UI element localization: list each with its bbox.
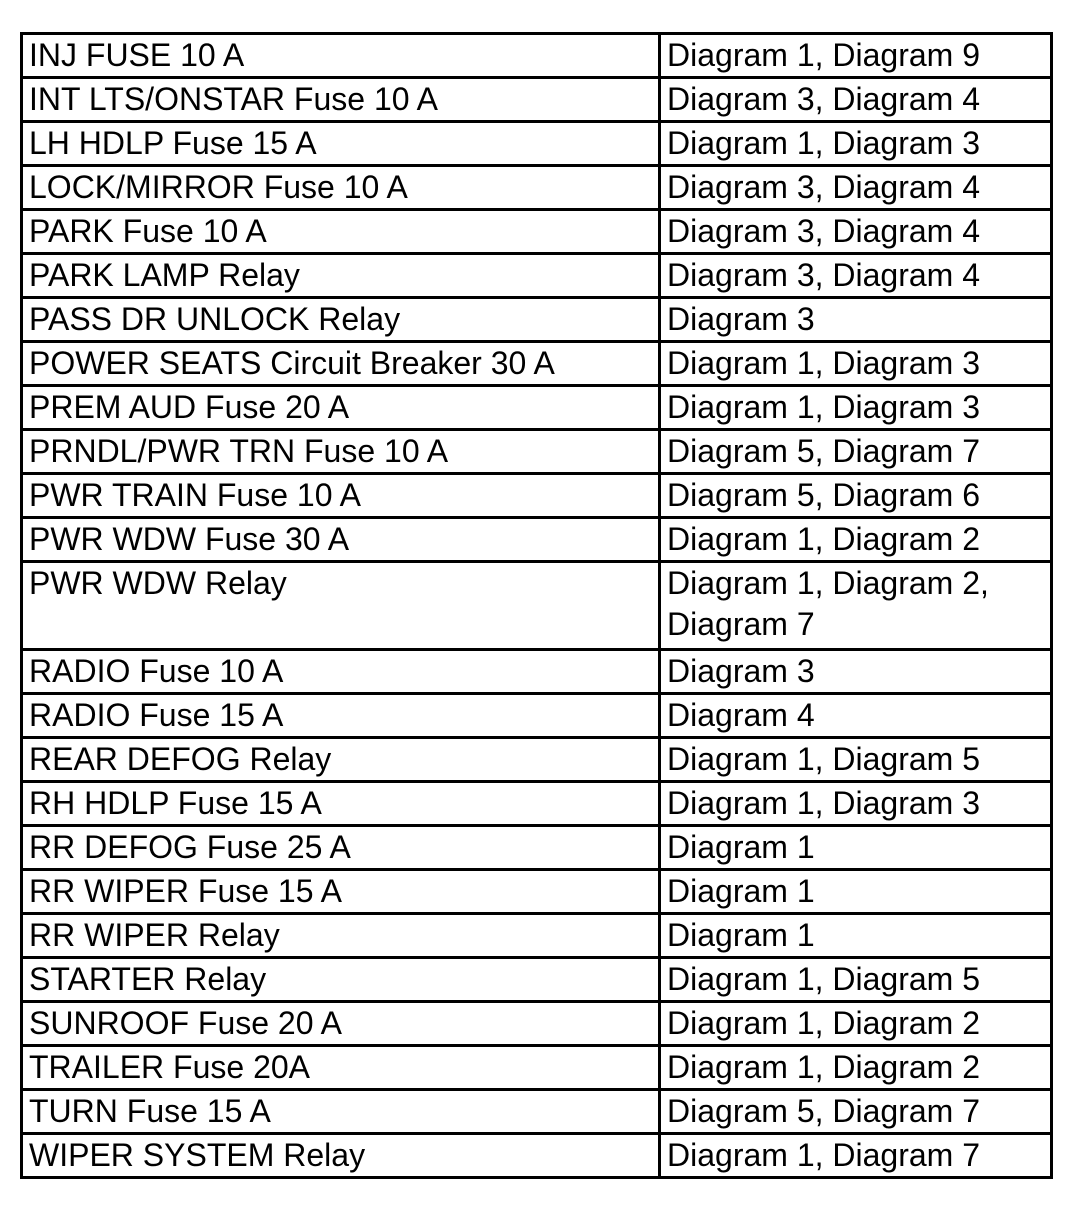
component-cell: TRAILER Fuse 20A (22, 1046, 660, 1090)
component-location-table (20, 32, 1053, 1179)
table-row (22, 342, 1052, 386)
component-cell: PRNDL/PWR TRN Fuse 10 A (22, 430, 660, 474)
component-cell: PREM AUD Fuse 20 A (22, 386, 660, 430)
table-row (22, 826, 1052, 870)
location-cell: Diagram 3, Diagram 4 (660, 78, 1052, 122)
table-row (22, 254, 1052, 298)
location-cell: Diagram 1, Diagram 3 (660, 122, 1052, 166)
table-row (22, 958, 1052, 1002)
location-cell: Diagram 1, Diagram 3 (660, 386, 1052, 430)
location-cell: Diagram 1, Diagram 2 (660, 1046, 1052, 1090)
location-cell: Diagram 1 (660, 914, 1052, 958)
component-cell: SUNROOF Fuse 20 A (22, 1002, 660, 1046)
component-cell: RH HDLP Fuse 15 A (22, 782, 660, 826)
location-cell: Diagram 3 (660, 298, 1052, 342)
table-row (22, 210, 1052, 254)
component-cell: PWR WDW Fuse 30 A (22, 518, 660, 562)
table-row (22, 166, 1052, 210)
component-cell: STARTER Relay (22, 958, 660, 1002)
table-row (22, 474, 1052, 518)
component-cell: PASS DR UNLOCK Relay (22, 298, 660, 342)
table-row (22, 34, 1052, 78)
table-row (22, 870, 1052, 914)
component-cell: TURN Fuse 15 A (22, 1090, 660, 1134)
location-cell: Diagram 3, Diagram 4 (660, 254, 1052, 298)
location-cell: Diagram 1, Diagram 2 (660, 518, 1052, 562)
table-row (22, 1090, 1052, 1134)
component-cell: RADIO Fuse 15 A (22, 694, 660, 738)
location-cell: Diagram 1, Diagram 5 (660, 958, 1052, 1002)
component-cell: PARK Fuse 10 A (22, 210, 660, 254)
component-cell: RR DEFOG Fuse 25 A (22, 826, 660, 870)
location-cell: Diagram 1, Diagram 5 (660, 738, 1052, 782)
location-cell: Diagram 1 (660, 870, 1052, 914)
component-cell: RR WIPER Fuse 15 A (22, 870, 660, 914)
table-row (22, 650, 1052, 694)
location-cell: Diagram 1, Diagram 9 (660, 34, 1052, 78)
location-cell: Diagram 3 (660, 650, 1052, 694)
component-cell: RADIO Fuse 10 A (22, 650, 660, 694)
location-cell: Diagram 4 (660, 694, 1052, 738)
location-cell: Diagram 5, Diagram 6 (660, 474, 1052, 518)
location-cell: Diagram 1, Diagram 3 (660, 782, 1052, 826)
component-cell: INT LTS/ONSTAR Fuse 10 A (22, 78, 660, 122)
table-row (22, 562, 1052, 650)
component-cell: LH HDLP Fuse 15 A (22, 122, 660, 166)
location-cell: Diagram 1, Diagram 2 (660, 1002, 1052, 1046)
location-cell: Diagram 1, Diagram 7 (660, 1134, 1052, 1178)
component-cell: PWR TRAIN Fuse 10 A (22, 474, 660, 518)
table-row (22, 518, 1052, 562)
location-cell: Diagram 5, Diagram 7 (660, 430, 1052, 474)
location-cell: Diagram 1, Diagram 3 (660, 342, 1052, 386)
table-row (22, 1046, 1052, 1090)
component-cell: RR WIPER Relay (22, 914, 660, 958)
component-cell: INJ FUSE 10 A (22, 34, 660, 78)
table-row (22, 738, 1052, 782)
table-row (22, 914, 1052, 958)
component-cell: PWR WDW Relay (22, 562, 660, 650)
location-cell: Diagram 1, Diagram 2, Diagram 7 (660, 562, 1052, 650)
table-row (22, 298, 1052, 342)
component-cell: POWER SEATS Circuit Breaker 30 A (22, 342, 660, 386)
location-cell: Diagram 1 (660, 826, 1052, 870)
table-row (22, 694, 1052, 738)
table-row (22, 1002, 1052, 1046)
table-row (22, 1134, 1052, 1178)
location-cell: Diagram 3, Diagram 4 (660, 210, 1052, 254)
table-row (22, 430, 1052, 474)
table-row (22, 386, 1052, 430)
component-cell: WIPER SYSTEM Relay (22, 1134, 660, 1178)
component-cell: REAR DEFOG Relay (22, 738, 660, 782)
location-cell: Diagram 5, Diagram 7 (660, 1090, 1052, 1134)
table-row (22, 78, 1052, 122)
component-cell: PARK LAMP Relay (22, 254, 660, 298)
component-index-sheet (20, 32, 1050, 1179)
table-row (22, 122, 1052, 166)
table-row (22, 782, 1052, 826)
location-cell: Diagram 3, Diagram 4 (660, 166, 1052, 210)
component-cell: LOCK/MIRROR Fuse 10 A (22, 166, 660, 210)
